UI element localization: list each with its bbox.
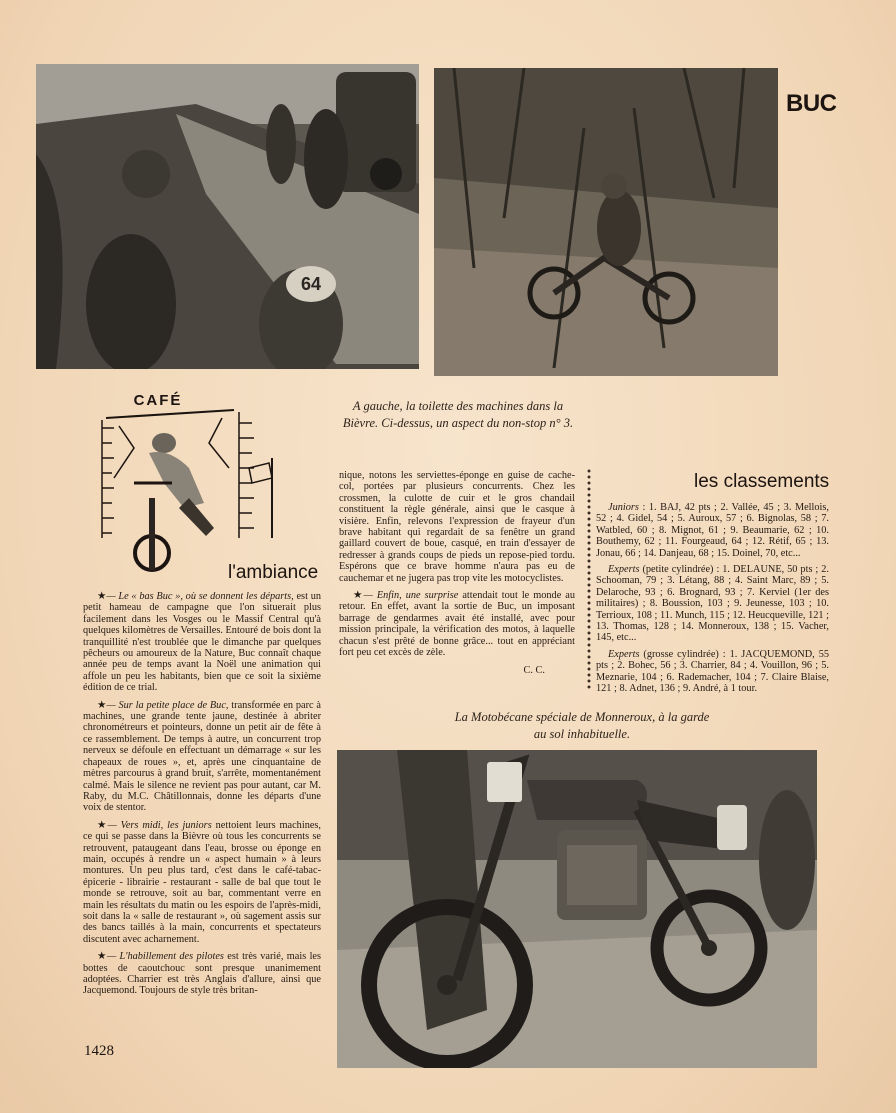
paragraph-body: est un petit hameau de campagne que l'on situerait plus facilement dans les Vosges ou le Massif Central qu'à quelques kilomètres de Versailles. Entouré de bois dont la tranquillité n'est troublée que le dimanche par quelques pêcheurs ou amoureux de la Nature, Buc connaît chaque année peu de temps avant la Noël une animation qui affole un peu les habitants, bien que ce soit la sixième édition de ce trial. <box>83 591 322 694</box>
paragraph-body: nettoient leurs machines, ce qui se passe dans la Bièvre où tous les concurrents se retrouvent, pataugeant dans l'eau, brosse ou éponge en main, occupés à rendre un « aspect humain » à leurs montures. Un peu plus tard, c'est dans le café-tabac-épicerie - librairie - restaurant - salle de bal que tout le monde se retrouve, soit au bar, commentant verre en main les résultats du matin ou les espoirs de l'après-midi, soit dans la « salle de restaurant », où sagement assis sur des bancs taillés à la main, concurrents et spectateurs discutent avec acharnement. <box>83 819 321 945</box>
article-paragraph-6 <box>339 590 575 658</box>
caption-top-photos: A gauche, la toilette des machines dans la Bièvre. Ci-dessus, un aspect du non-stop n° 3. <box>342 399 574 430</box>
section-tag: BUC <box>786 90 837 117</box>
heading-classements: les classements <box>694 471 830 492</box>
star-icon: ★ <box>97 819 108 831</box>
cafe-sign-text: CAFÉ <box>133 392 183 409</box>
article-paragraph-1 <box>83 591 321 694</box>
category-label: Experts <box>608 564 640 576</box>
article-paragraph-3 <box>83 820 321 945</box>
results-experts-small <box>596 564 829 644</box>
author-signature: C. C. <box>523 664 545 676</box>
article-column-2 <box>339 470 575 682</box>
category-results: (grosse cylindrée) : 1. JACQUEMOND, 55 pts ; 2. Bohec, 56 ; 3. Charrier, 84 ; 4. Vouillon, 96 ; 5. Meznarie, 104 ; 6. Rademacher, 104 ; 7. Claire Blaise, 121 ; 8. Adnet, 136 ; 9. André, à 1 tour. <box>596 648 829 695</box>
heading-ambiance: l'ambiance <box>228 562 319 583</box>
star-icon: ★ <box>353 590 364 602</box>
category-label: Experts <box>608 648 640 660</box>
number-plate-text: 64 <box>300 274 322 294</box>
category-results: : 1. BAJ, 42 pts ; 2. Vallée, 45 ; 3. Mellois, 52 ; 4. Gidel, 54 ; 5. Auroux, 57 ; 6. Bignolas, 58 ; 7. Watbled, 60 ; 8. Mignot, 61 ; 9. Beaumarie, 62 ; 10. Bouthemy, 62 ; 11. Fourgeaud, 64 ; 12. Rétif, 65 ; 13. Jonau, 66 ; 14. Danjeau, 68 ; 15. Doinel, 70, etc... <box>596 502 829 559</box>
paragraph-lead: — L'habillement des pilotes <box>107 951 224 963</box>
article-paragraph-2 <box>83 700 321 814</box>
photo-motobecane <box>337 750 817 1068</box>
photo-woods-non-stop <box>434 68 778 376</box>
article-paragraph-4 <box>83 951 321 997</box>
paragraph-lead: — Le « bas Buc », où se donnent les départs, <box>106 591 294 602</box>
paragraph-body: transformée en parc à machines, une grande tente jaune, destinée à abriter chronométreurs et pointeurs, donne un petit air de fête à ce rassemblement. De temps à autre, un concurrent trop nerveux se défoule en effectuant un démarrage « sur les chapeaux de roues », et, après une cinquantaine de mètres parcourus à grand bruit, s'arrête, momentanément calmé. Mais le silence ne revient pas pour autant, car M. Raby, du M.C. Châtillonnais, donne les départs d'une voix de stentor. <box>83 699 321 814</box>
star-icon: ★ <box>97 699 107 711</box>
paragraph-lead: — Vers midi, les juniors <box>107 819 212 831</box>
results-experts-large <box>596 649 829 695</box>
article-paragraph-5: nique, notons les serviettes-éponge en guise de cache-col, portées par plusieurs concurrents. Chez les crossmen, la culotte de cuir et le gros chandail constituent la règle générale, ainsi que le casque à visière. Enfin, relevons l'expression de frayeur d'un brave habitant qui regardait de sa fenêtre un grand gaillard couvert de boue, casqué, en train d'essayer de redresser à grands coups de pieds un repose-pied tordu. Espérons que ce brave homme n'aura pas eu de cauchemar et ne jugera pas trop vite les motocyclistes. <box>339 470 575 584</box>
page-number: 1428 <box>84 1043 114 1059</box>
paragraph-lead: — Sur la petite place de Buc, <box>106 699 229 711</box>
photo-river-washing <box>36 64 419 369</box>
results-juniors <box>596 502 829 559</box>
cafe-illustration <box>94 388 290 584</box>
article-column-1 <box>83 591 321 1003</box>
category-results: (petite cylindrée) : 1. DELAUNE, 50 pts ; 2. Schooman, 79 ; 3. Létang, 88 ; 4. Saint Marc, 89 ; 5. Delaroche, 93 ; 6. Brognard, 93 ; 7. Kerviel (1er des militaires) ; 8. Boussion, 103 ; 9. Jeunesse, 103 ; 10. Terrioux, 108 ; 11. Munch, 115 ; 12. Heucqueville, 121 ; 13. Thomas, 128 ; 14. Monneroux, 138 ; 15. Vacher, 145, etc... <box>596 564 829 644</box>
paragraph-lead: — Enfin, une surprise <box>363 590 459 602</box>
paragraph-body: est très varié, mais les bottes de caoutchouc sont presque unanimement adoptées. Charrier est très Anglais d'allure, ainsi que Jacquemond. Toujours de style très britan- <box>83 951 322 997</box>
paragraph-body: attendait tout le monde au retour. En effet, avant la sortie de Buc, un imposant barrage de gendarmes avait été installé, avec pour mission principale, la vérification des motos, à laquelle chacun s'est prêté de bonne grâce... tout en appréciant fort peu cet excès de zèle. <box>339 590 576 659</box>
star-icon: ★ <box>97 951 108 963</box>
star-icon: ★ <box>97 591 107 602</box>
caption-bottom-photo: La Motobécane spéciale de Monneroux, à la garde au sol inhabituelle. <box>454 710 710 741</box>
dotted-separator <box>587 468 591 690</box>
results-column <box>596 502 829 700</box>
category-label: Juniors <box>608 502 639 513</box>
